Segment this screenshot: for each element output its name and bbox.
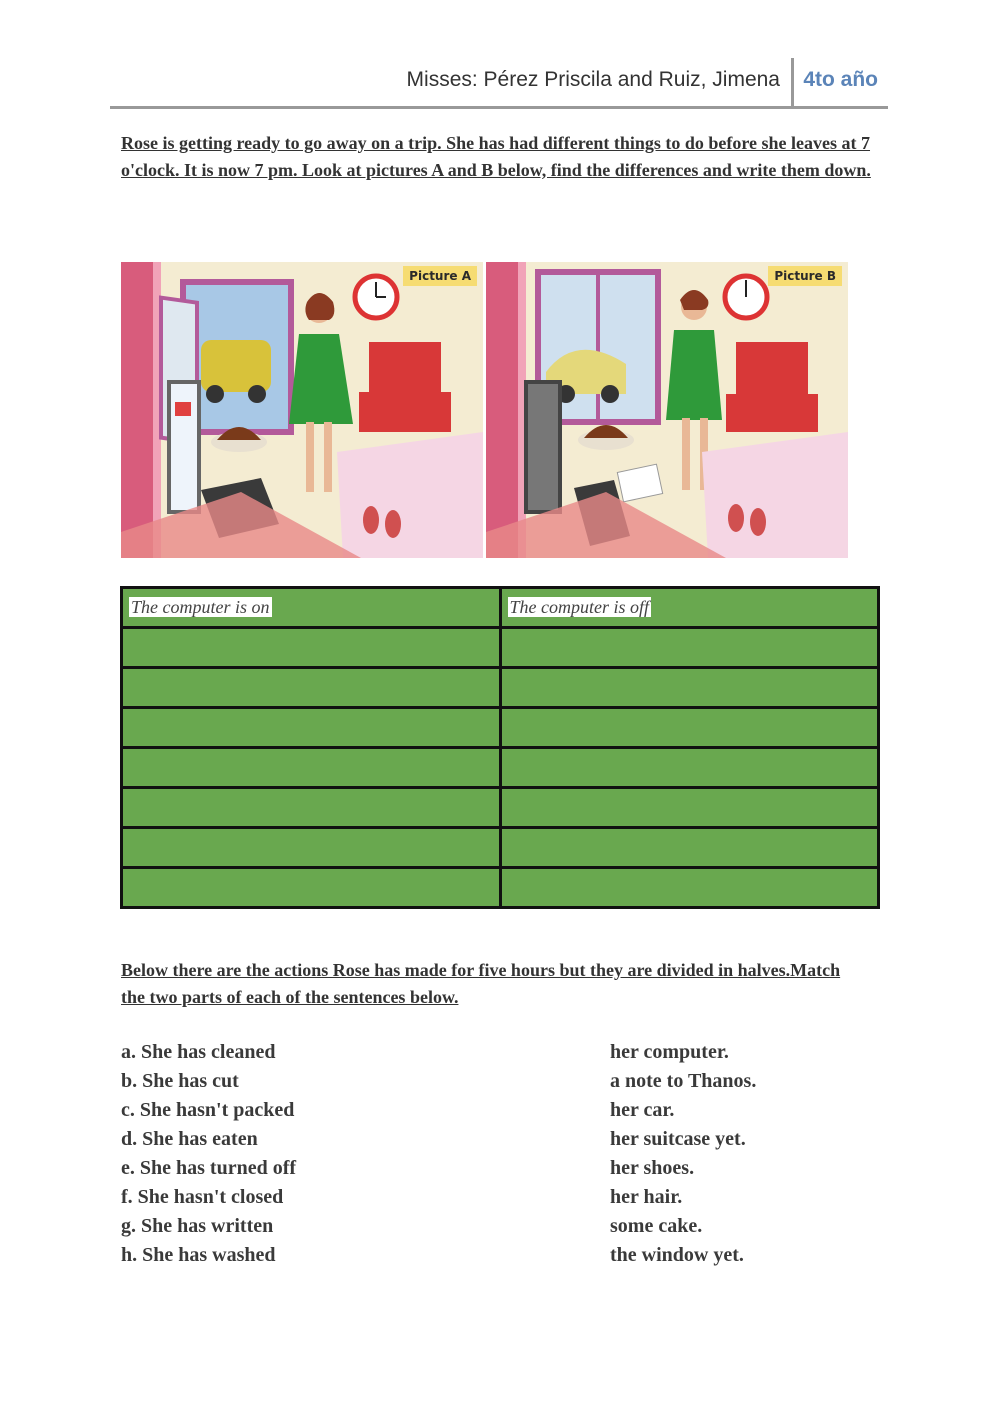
sentence-start-item: h. She has washed bbox=[121, 1244, 276, 1266]
sentence-start-item: a. She has cleaned bbox=[121, 1041, 276, 1063]
sentence-start-item: f. She hasn't closed bbox=[121, 1186, 284, 1208]
bedroom-illustration-b bbox=[486, 262, 848, 558]
table-row bbox=[122, 748, 879, 788]
table-row bbox=[122, 788, 879, 828]
sentence-ends-list bbox=[610, 1038, 756, 1270]
picture-b-answer-cell[interactable] bbox=[500, 588, 879, 628]
picture-b-label: Picture B bbox=[768, 266, 842, 286]
sentence-start-item: e. She has turned off bbox=[121, 1157, 297, 1179]
sentence-end-item: her hair. bbox=[610, 1186, 683, 1208]
table-row bbox=[122, 628, 879, 668]
sentence-end-item: her shoes. bbox=[610, 1157, 695, 1179]
picture-a-answer-cell[interactable] bbox=[122, 828, 501, 868]
table-cell-text: The computer is off bbox=[509, 597, 649, 617]
picture-b-answer-cell[interactable] bbox=[500, 668, 879, 708]
picture-b-answer-cell[interactable] bbox=[500, 868, 879, 908]
sentence-start-item: b. She has cut bbox=[121, 1070, 239, 1092]
picture-b bbox=[486, 262, 848, 558]
table-row bbox=[122, 588, 879, 628]
sentence-end-item: some cake. bbox=[610, 1215, 703, 1237]
differences-table bbox=[120, 586, 880, 909]
table-row bbox=[122, 868, 879, 908]
picture-a-answer-cell[interactable] bbox=[122, 868, 501, 908]
picture-a-answer-cell[interactable] bbox=[122, 788, 501, 828]
sentence-end-item: a note to Thanos. bbox=[610, 1070, 757, 1092]
header-divider bbox=[791, 58, 794, 106]
table-row bbox=[122, 828, 879, 868]
table-row bbox=[122, 668, 879, 708]
sentence-starts-list bbox=[121, 1038, 296, 1270]
matching-instructions: Below there are the actions Rose has made for five hours but they are divided in halves.Match the two parts of each of the sentences below. bbox=[121, 960, 841, 1007]
picture-a-answer-cell[interactable] bbox=[122, 708, 501, 748]
bedroom-illustration-a bbox=[121, 262, 483, 558]
picture-b-answer-cell[interactable] bbox=[500, 628, 879, 668]
picture-b-answer-cell[interactable] bbox=[500, 828, 879, 868]
picture-a-answer-cell[interactable] bbox=[122, 588, 501, 628]
picture-a-answer-cell[interactable] bbox=[122, 628, 501, 668]
picture-a bbox=[121, 262, 483, 558]
picture-a-label: Picture A bbox=[403, 266, 477, 286]
table-row bbox=[122, 708, 879, 748]
sentence-end-item: her computer. bbox=[610, 1041, 729, 1063]
page-header bbox=[110, 58, 888, 109]
sentence-end-item: her car. bbox=[610, 1099, 675, 1121]
picture-b-answer-cell[interactable] bbox=[500, 708, 879, 748]
sentence-start-item: g. She has written bbox=[121, 1215, 274, 1237]
sentence-end-item: the window yet. bbox=[610, 1244, 744, 1266]
picture-a-answer-cell[interactable] bbox=[122, 668, 501, 708]
picture-b-answer-cell[interactable] bbox=[500, 748, 879, 788]
picture-b-answer-cell[interactable] bbox=[500, 788, 879, 828]
header-authors: Misses: Pérez Priscila and Ruiz, Jimena bbox=[406, 68, 780, 91]
sentence-end-item: her suitcase yet. bbox=[610, 1128, 746, 1150]
header-grade: 4to año bbox=[803, 68, 878, 91]
picture-a-answer-cell[interactable] bbox=[122, 748, 501, 788]
table-cell-text: The computer is on bbox=[131, 597, 270, 617]
sentence-start-item: c. She hasn't packed bbox=[121, 1099, 295, 1121]
sentence-start-item: d. She has eaten bbox=[121, 1128, 258, 1150]
pictures-container bbox=[121, 262, 861, 558]
exercise-instructions: Rose is getting ready to go away on a trip. She has had different things to do before she leaves at 7 o'clock. It is now 7 pm. Look at pictures A and B below, find the differences and write them down. bbox=[121, 133, 871, 180]
